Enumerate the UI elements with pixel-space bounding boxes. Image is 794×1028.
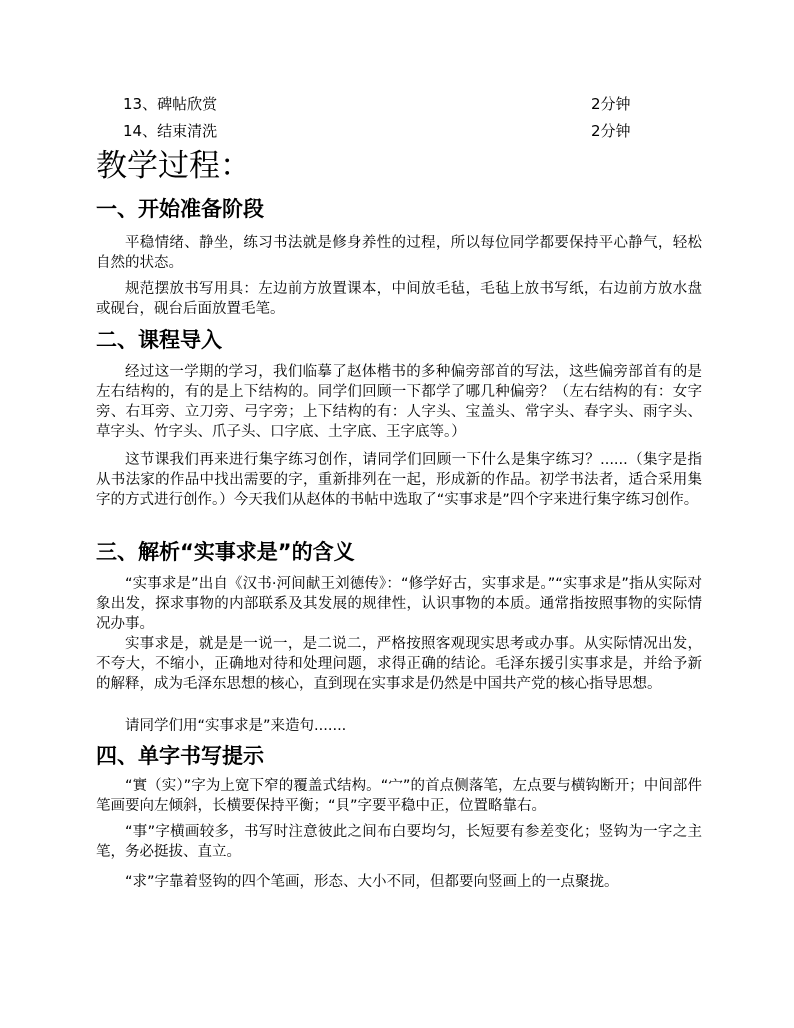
paragraph: “求”字靠着竖钩的四个笔画，形态、大小不同，但都要向竖画上的一点聚拢。 [125,874,619,890]
paragraph: “事”字横画较多，书写时注意彼此之间布白要均匀，长短要有参差变化；竖钩为一字之主笔，务必挺拔、直立。 [96,824,702,860]
main-title: 教学过程： [96,148,251,184]
section-heading: 三、解析“实事求是”的含义 [96,540,355,564]
agenda-item-time: 2分钟 [591,122,631,140]
agenda-item [123,119,633,143]
paragraph: 平稳情绪、静坐，练习书法就是修身养性的过程，所以每位同学都要保持平心静气，轻松自然的状态。 [96,235,702,271]
section-heading: 二、课程导入 [96,328,222,352]
agenda-item-name: 14、结束清洗 [123,122,218,140]
paragraph: 请同学们用“实事求是”来造句....... [125,718,347,734]
section-heading: 一、开始准备阶段 [96,197,264,221]
paragraph: 经过这一学期的学习，我们临摹了赵体楷书的多种偏旁部首的写法，这些偏旁部首有的是左右结构的，有的是上下结构的。同学们回顾一下都学了哪几种偏旁？（左右结构的有：女字旁、右耳旁、立刀旁、弓字旁；上下结构的有：人字头、宝盖头、常字头、春字头、雨字头、草字头、竹字头、爪子头、口字底、土字底、王字底等。） [96,364,702,440]
paragraph: 实事求是，就是是一说一，是二说二，严格按照客观现实思考或办事。从实际情况出发，不夸大，不缩小，正确地对待和处理问题，求得正确的结论。毛泽东援引实事求是，并给予新的解释，成为毛泽东思想的核心，直到现在实事求是仍然是中国共产党的核心指导思想。 [96,636,702,692]
agenda-item-time: 2分钟 [591,95,631,113]
paragraph: “實（实）”字为上宽下窄的覆盖式结构。“宀”的首点侧落笔，左点要与横钩断开；中间部件笔画要向左倾斜，长横要保持平衡；“貝”字要平稳中正，位置略靠右。 [96,778,702,814]
agenda-item-name: 13、碑帖欣赏 [123,95,218,113]
section-heading: 四、单字书写提示 [96,744,264,768]
paragraph: 规范摆放书写用具：左边前方放置课本，中间放毛毡，毛毡上放书写纸，右边前方放水盘或砚台，砚台后面放置毛笔。 [96,281,702,317]
paragraph: 这节课我们再来进行集字练习创作，请同学们回顾一下什么是集字练习？......（集字是指从书法家的作品中找出需要的字，重新排列在一起，形成新的作品。初学书法者，适合采用集字的方式进行创作。）今天我们从赵体的书帖中选取了“实事求是”四个字来进行集字练习创作。 [96,452,702,508]
agenda-item [123,92,633,116]
paragraph: “实事求是”出自《汉书·河间献王刘德传》：“修学好古，实事求是。”“实事求是”指从实际对象出发，探求事物的内部联系及其发展的规律性，认识事物的本质。通常指按照事物的实际情况办事。 [96,576,702,632]
